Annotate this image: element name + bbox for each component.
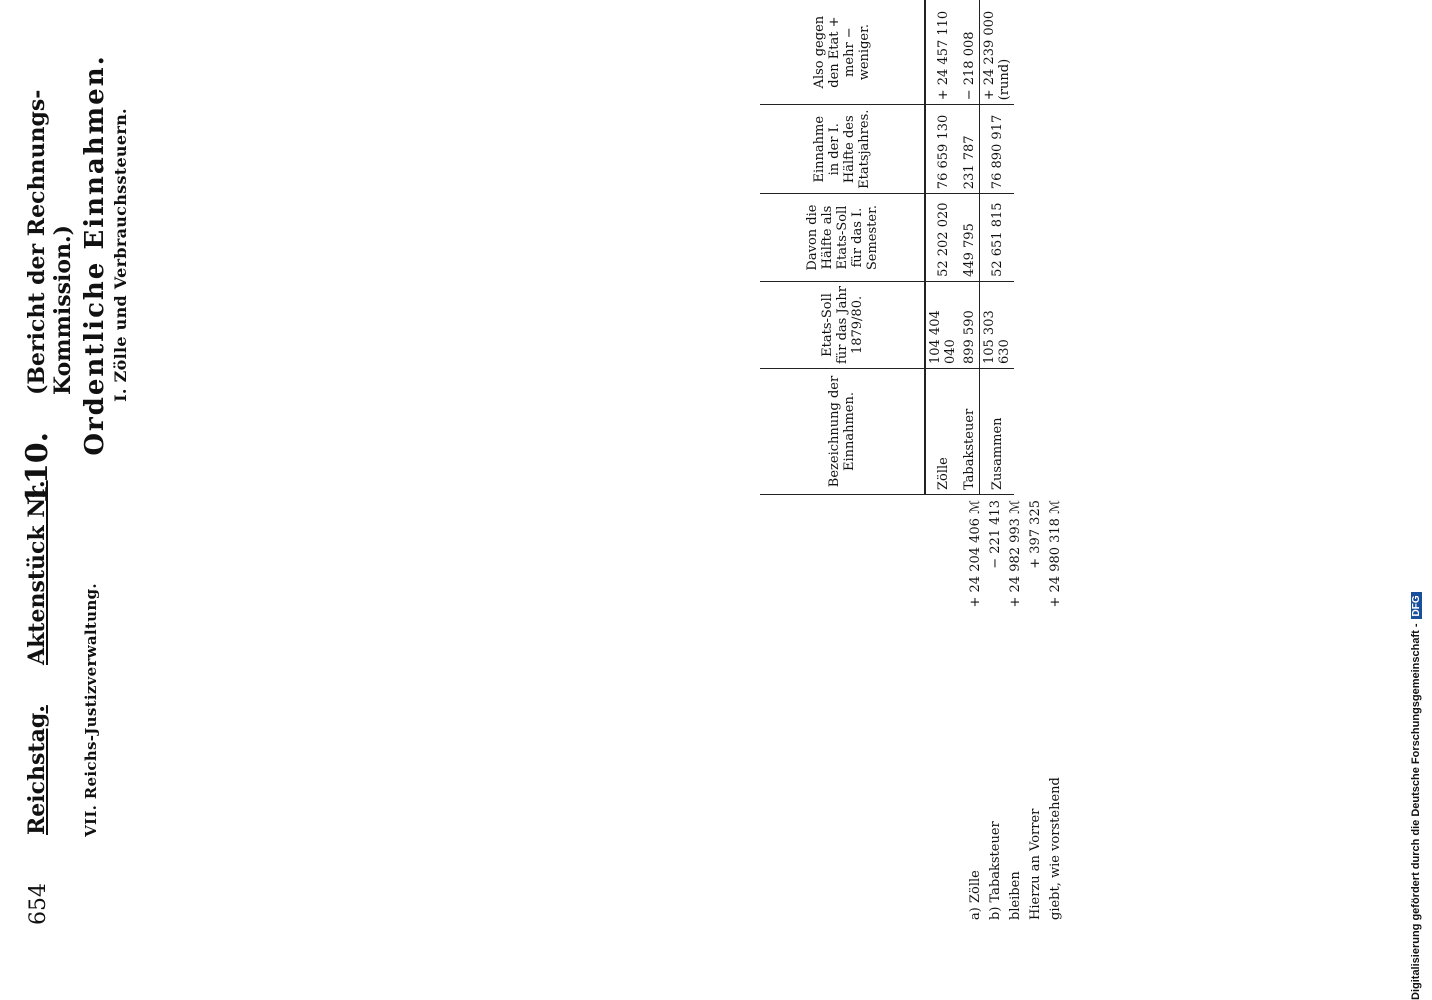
table-cell: 76 890 917 [980, 105, 1015, 194]
revenue-table [760, 0, 1014, 495]
sum-value: + 24 982 993 ℳ [1008, 500, 1023, 608]
table-cell: + 24 239 000 (rund) [980, 0, 1015, 105]
table-header: Etats-Soll für das Jahr 1879/80. [760, 281, 925, 368]
sum-value: + 397 325 [1028, 500, 1043, 569]
header-right-title: (Bericht der Rechnungs-Kommission.) [24, 89, 76, 395]
left-column [75, 500, 107, 920]
sum-list [966, 500, 1066, 920]
table-total-row [980, 0, 1015, 495]
page-number: 654 [26, 883, 51, 925]
table-cell: 449 795 [960, 194, 980, 282]
table-header: Einnahme in der I. Hälfte des Etatsjahres. [760, 105, 925, 194]
section-heading-vii: VII. Reichs-Justizverwaltung. [82, 583, 100, 837]
section-heading-zoelle: I. Zölle und Verbrauchssteuern. [111, 108, 130, 402]
lower-left-column [960, 500, 1072, 920]
document-number: 110. [20, 431, 55, 505]
sum-value: + 24 980 318 ℳ [1048, 500, 1063, 608]
table-cell: 104 404 040 [925, 281, 960, 368]
sum-value: − 221 413 [988, 500, 1003, 569]
sum-label: bleiben [1008, 871, 1023, 920]
table-header-row [760, 0, 925, 495]
sum-label: a) Zölle [968, 870, 983, 920]
table-header: Also gegen den Etat + mehr − weniger. [760, 0, 925, 105]
sum-label: b) Tabaksteuer [988, 821, 1003, 920]
table-header: Bezeichnung der Einnahmen. [760, 369, 925, 495]
table-row [960, 0, 980, 495]
table-cell: 76 659 130 [925, 105, 960, 194]
table-cell: 899 590 [960, 281, 980, 368]
right-column [75, 20, 139, 490]
table-cell: Zölle [925, 369, 960, 495]
sum-row [986, 500, 1006, 920]
sum-label: Hierzu an Vorrer [1028, 808, 1043, 920]
section-heading-ordentliche: Ordentliche Einnahmen. [80, 54, 110, 456]
digitization-footer [1410, 10, 1432, 1000]
table-cell: − 218 008 [960, 0, 980, 105]
sum-row [1006, 500, 1026, 920]
table-cell: 231 787 [960, 105, 980, 194]
page-header [20, 35, 76, 925]
header-left-title: Reichstag. [24, 705, 50, 835]
table-cell: 52 202 020 [925, 194, 960, 282]
sum-row [966, 500, 986, 920]
table-cell: 105 303 630 [980, 281, 1015, 368]
table-cell: Tabaksteuer [960, 369, 980, 495]
table-row [925, 0, 960, 495]
table-cell: Zusammen [980, 369, 1015, 495]
sum-label: giebt, wie vorstehend [1048, 777, 1063, 920]
footer-text-line [1410, 10, 1422, 1000]
sum-row [1026, 500, 1046, 920]
dfg-logo: DFG [1411, 592, 1422, 619]
table-cell: + 24 457 110 [925, 0, 960, 105]
sum-value: + 24 204 406 ℳ [968, 500, 983, 608]
header-mid-title: Aktenstück Nr. [24, 480, 50, 665]
sum-row [1046, 500, 1066, 920]
footer-text: Digitalisierung gefördert durch die Deutsche Forschungsgemeinschaft - [1410, 623, 1422, 1000]
table-header: Davon die Hälfte als Etats-Soll für das I. Semester. [760, 194, 925, 282]
table-cell: 52 651 815 [980, 194, 1015, 282]
